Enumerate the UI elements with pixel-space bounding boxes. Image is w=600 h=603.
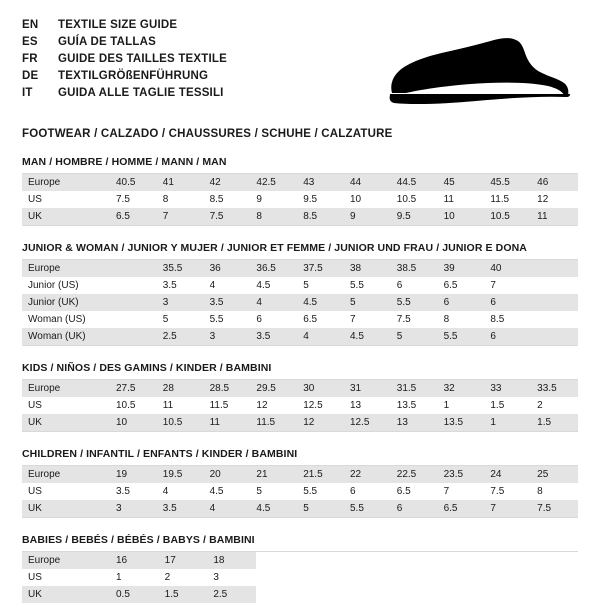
- cell: 10.5: [484, 208, 531, 225]
- cell: 21.5: [297, 466, 344, 483]
- language-code: DE: [22, 70, 39, 82]
- cell: 12: [531, 191, 578, 208]
- row-label: Europe: [22, 380, 110, 397]
- cell: 5.5: [344, 277, 391, 294]
- cell: 3.5: [157, 500, 204, 517]
- cell: 2: [159, 569, 208, 586]
- cell: 10.5: [110, 397, 157, 414]
- cell: 31.5: [391, 380, 438, 397]
- cell: 44: [344, 174, 391, 191]
- cell: 4: [204, 277, 251, 294]
- table-row: [22, 260, 578, 277]
- cell: 6: [391, 277, 438, 294]
- cell: 10.5: [391, 191, 438, 208]
- table-row: [22, 466, 578, 483]
- cell: 18: [207, 552, 256, 569]
- row-label: US: [22, 397, 110, 414]
- category-line: FOOTWEAR / CALZADO / CHAUSSURES / SCHUHE / CALZATURE: [22, 128, 393, 140]
- cell: 36: [204, 260, 251, 277]
- row-label: Woman (US): [22, 311, 110, 328]
- section-title: MAN / HOMBRE / HOMME / MANN / MAN: [22, 156, 578, 174]
- row-label: US: [22, 191, 110, 208]
- row-label: Junior (UK): [22, 294, 110, 311]
- size-table-wrap: [22, 380, 578, 432]
- cell: 7: [484, 500, 531, 517]
- row-label: UK: [22, 500, 110, 517]
- row-label: UK: [22, 414, 110, 431]
- language-row: [22, 35, 227, 50]
- cell: 12: [297, 414, 344, 431]
- cell: 12.5: [344, 414, 391, 431]
- cell: 10: [438, 208, 485, 225]
- cell: 35.5: [157, 260, 204, 277]
- cell: 7.5: [531, 500, 578, 517]
- cell: 7: [344, 311, 391, 328]
- cell: 6: [484, 328, 531, 345]
- cell: 7.5: [484, 483, 531, 500]
- cell: 20: [204, 466, 251, 483]
- table-row: [22, 500, 578, 517]
- cell: 8: [157, 191, 204, 208]
- cell: 28: [157, 380, 204, 397]
- cell: 12.5: [297, 397, 344, 414]
- cell: 32: [438, 380, 485, 397]
- cell: 40: [484, 260, 531, 277]
- cell: 37.5: [297, 260, 344, 277]
- cell: 3: [207, 569, 256, 586]
- row-label: Woman (UK): [22, 328, 110, 345]
- cell: 8: [531, 483, 578, 500]
- cell: 5: [297, 277, 344, 294]
- cell: 6.5: [438, 500, 485, 517]
- cell: 17: [159, 552, 208, 569]
- cell: 45.5: [484, 174, 531, 191]
- cell: 45: [438, 174, 485, 191]
- table-row: [22, 552, 256, 569]
- cell: 3.5: [204, 294, 251, 311]
- cell: [110, 311, 157, 328]
- cell: 29.5: [250, 380, 297, 397]
- cell: [110, 294, 157, 311]
- cell: 11.5: [484, 191, 531, 208]
- row-label: UK: [22, 586, 110, 603]
- language-title: GUIDA ALLE TAGLIE TESSILI: [58, 87, 224, 99]
- cell: 6: [438, 294, 485, 311]
- cell: 9.5: [297, 191, 344, 208]
- cell: 6.5: [438, 277, 485, 294]
- cell: 6.5: [391, 483, 438, 500]
- cell: 6: [391, 500, 438, 517]
- cell: 19.5: [157, 466, 204, 483]
- cell: 11.5: [250, 414, 297, 431]
- table-row: [22, 569, 256, 586]
- cell: 21: [250, 466, 297, 483]
- cell: 3: [157, 294, 204, 311]
- cell: 5: [391, 328, 438, 345]
- cell: 43: [297, 174, 344, 191]
- cell: 7.5: [110, 191, 157, 208]
- cell: 3.5: [250, 328, 297, 345]
- cell: 27.5: [110, 380, 157, 397]
- cell: [531, 328, 578, 345]
- table-row: [22, 483, 578, 500]
- cell: 30: [297, 380, 344, 397]
- table-row: [22, 414, 578, 431]
- cell: 8.5: [484, 311, 531, 328]
- row-label: Europe: [22, 552, 110, 569]
- section-title: BABIES / BEBÉS / BÉBÉS / BABYS / BAMBINI: [22, 534, 578, 552]
- cell: 10: [110, 414, 157, 431]
- size-table-wrap: [22, 552, 578, 603]
- language-title: GUIDE DES TAILLES TEXTILE: [58, 53, 227, 65]
- language-title-list: [22, 18, 227, 101]
- cell: 6: [484, 294, 531, 311]
- cell: 3: [110, 500, 157, 517]
- table-row: [22, 586, 256, 603]
- table-row: [22, 174, 578, 191]
- cell: [110, 260, 157, 277]
- cell: 36.5: [250, 260, 297, 277]
- language-title: TEXTILE SIZE GUIDE: [58, 19, 178, 31]
- row-label: Europe: [22, 260, 110, 277]
- cell: [531, 260, 578, 277]
- size-table-wrap: [22, 260, 578, 346]
- language-title: GUÍA DE TALLAS: [58, 36, 156, 48]
- cell: 1: [110, 569, 159, 586]
- cell: 33: [484, 380, 531, 397]
- language-code: FR: [22, 53, 38, 65]
- row-label: US: [22, 569, 110, 586]
- language-code: EN: [22, 19, 39, 31]
- cell: 44.5: [391, 174, 438, 191]
- cell: 7: [157, 208, 204, 225]
- table-row: [22, 328, 578, 345]
- cell: 4: [250, 294, 297, 311]
- language-row: [22, 69, 227, 84]
- cell: 24: [484, 466, 531, 483]
- cell: 11: [438, 191, 485, 208]
- size-table: [22, 380, 578, 431]
- cell: 16: [110, 552, 159, 569]
- size-table-wrap: [22, 174, 578, 226]
- cell: 7.5: [391, 311, 438, 328]
- cell: 19: [110, 466, 157, 483]
- cell: 8: [250, 208, 297, 225]
- row-label: Junior (US): [22, 277, 110, 294]
- cell: 13: [391, 414, 438, 431]
- cell: 42.5: [250, 174, 297, 191]
- table-row: [22, 380, 578, 397]
- cell: 7: [438, 483, 485, 500]
- cell: 8.5: [297, 208, 344, 225]
- cell: 6: [250, 311, 297, 328]
- cell: 6.5: [110, 208, 157, 225]
- size-table: [22, 552, 256, 603]
- section-title: KIDS / NIÑOS / DES GAMINS / KINDER / BAMBINI: [22, 362, 578, 380]
- dress-shoe-icon: [382, 28, 572, 114]
- cell: 28.5: [204, 380, 251, 397]
- size-table-wrap: [22, 466, 578, 518]
- table-row: [22, 208, 578, 225]
- cell: [531, 277, 578, 294]
- size-table: [22, 260, 578, 345]
- cell: 9: [250, 191, 297, 208]
- cell: 41: [157, 174, 204, 191]
- cell: 2.5: [157, 328, 204, 345]
- cell: 7: [484, 277, 531, 294]
- row-label: US: [22, 483, 110, 500]
- cell: 38.5: [391, 260, 438, 277]
- cell: 1.5: [159, 586, 208, 603]
- table-row: [22, 397, 578, 414]
- cell: 6.5: [297, 311, 344, 328]
- cell: 6: [344, 483, 391, 500]
- cell: 11.5: [204, 397, 251, 414]
- cell: 12: [250, 397, 297, 414]
- cell: 2.5: [207, 586, 256, 603]
- size-table: [22, 466, 578, 517]
- section-kids: [22, 362, 578, 432]
- row-label: Europe: [22, 466, 110, 483]
- cell: 33.5: [531, 380, 578, 397]
- section-man: [22, 156, 578, 226]
- cell: 4: [204, 500, 251, 517]
- table-row: [22, 277, 578, 294]
- cell: 10.5: [157, 414, 204, 431]
- cell: 8.5: [204, 191, 251, 208]
- header: [22, 18, 578, 114]
- cell: 4.5: [250, 500, 297, 517]
- cell: 5.5: [344, 500, 391, 517]
- cell: 5: [250, 483, 297, 500]
- cell: 5.5: [438, 328, 485, 345]
- row-label: Europe: [22, 174, 110, 191]
- cell: 22.5: [391, 466, 438, 483]
- cell: 4: [297, 328, 344, 345]
- cell: 31: [344, 380, 391, 397]
- cell: 9.5: [391, 208, 438, 225]
- cell: 4.5: [297, 294, 344, 311]
- section-junior-woman: [22, 242, 578, 346]
- cell: [531, 311, 578, 328]
- cell: 5: [297, 500, 344, 517]
- cell: 0.5: [110, 586, 159, 603]
- cell: 1: [484, 414, 531, 431]
- cell: [110, 277, 157, 294]
- cell: 23.5: [438, 466, 485, 483]
- cell: 9: [344, 208, 391, 225]
- language-row: [22, 52, 227, 67]
- language-code: IT: [22, 87, 33, 99]
- cell: 39: [438, 260, 485, 277]
- cell: 5: [344, 294, 391, 311]
- cell: 38: [344, 260, 391, 277]
- section-babies: [22, 534, 578, 603]
- cell: 13: [344, 397, 391, 414]
- cell: 4.5: [344, 328, 391, 345]
- language-title: TEXTILGRÖßENFÜHRUNG: [58, 70, 209, 82]
- cell: 25: [531, 466, 578, 483]
- language-code: ES: [22, 36, 38, 48]
- cell: 7.5: [204, 208, 251, 225]
- cell: 13.5: [438, 414, 485, 431]
- cell: 5: [157, 311, 204, 328]
- cell: 5.5: [204, 311, 251, 328]
- language-row: [22, 86, 227, 101]
- cell: 5.5: [391, 294, 438, 311]
- cell: [531, 294, 578, 311]
- cell: 2: [531, 397, 578, 414]
- cell: 11: [157, 397, 204, 414]
- cell: 1.5: [484, 397, 531, 414]
- table-row: [22, 311, 578, 328]
- cell: [110, 328, 157, 345]
- cell: 22: [344, 466, 391, 483]
- cell: 46: [531, 174, 578, 191]
- cell: 4.5: [204, 483, 251, 500]
- cell: 13.5: [391, 397, 438, 414]
- section-children: [22, 448, 578, 518]
- table-row: [22, 294, 578, 311]
- cell: 11: [204, 414, 251, 431]
- size-table: [22, 174, 578, 225]
- section-title: CHILDREN / INFANTIL / ENFANTS / KINDER / BAMBINI: [22, 448, 578, 466]
- cell: 10: [344, 191, 391, 208]
- table-row: [22, 191, 578, 208]
- cell: 1.5: [531, 414, 578, 431]
- cell: 3.5: [110, 483, 157, 500]
- cell: 8: [438, 311, 485, 328]
- cell: 1: [438, 397, 485, 414]
- section-title: JUNIOR & WOMAN / JUNIOR Y MUJER / JUNIOR ET FEMME / JUNIOR UND FRAU / JUNIOR E DONA: [22, 242, 578, 260]
- cell: 11: [531, 208, 578, 225]
- language-row: [22, 18, 227, 33]
- cell: 5.5: [297, 483, 344, 500]
- cell: 4.5: [250, 277, 297, 294]
- row-label: UK: [22, 208, 110, 225]
- cell: 4: [157, 483, 204, 500]
- cell: 3.5: [157, 277, 204, 294]
- cell: 3: [204, 328, 251, 345]
- cell: 40.5: [110, 174, 157, 191]
- cell: 42: [204, 174, 251, 191]
